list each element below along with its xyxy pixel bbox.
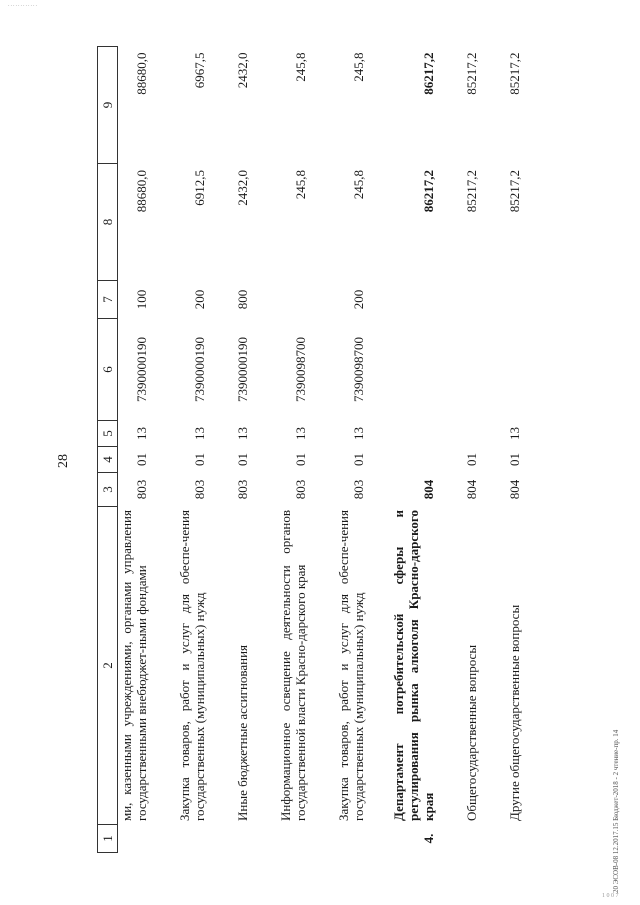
- row-code-cell: [263, 825, 321, 853]
- row-code-cell: 7390000190: [220, 319, 263, 421]
- row-code-cell: 7390000190: [118, 319, 162, 421]
- row-code-cell: 4.: [378, 825, 449, 853]
- row-code-cell: 01: [220, 447, 263, 473]
- row-code-cell: 01: [118, 447, 162, 473]
- table-row: [162, 47, 220, 853]
- budget-table: [97, 46, 535, 853]
- row-code-cell: 01: [449, 447, 492, 473]
- row-code-cell: [449, 421, 492, 447]
- row-code-cell: 01: [492, 447, 535, 473]
- row-amount-cell: 85217,2: [492, 164, 535, 281]
- row-code-cell: 803: [220, 473, 263, 507]
- row-code-cell: 13: [492, 421, 535, 447]
- row-code-cell: 803: [118, 473, 162, 507]
- rotated-page-content: [97, 47, 602, 853]
- row-amount-cell: 245,8: [321, 47, 379, 164]
- row-code-cell: [449, 825, 492, 853]
- row-name-cell: Закупка товаров, работ и услуг для обеспе-чения государственных (муниципальных) нужд: [321, 507, 379, 825]
- row-code-cell: [492, 825, 535, 853]
- row-code-cell: 13: [220, 421, 263, 447]
- page-number: 28: [56, 454, 71, 468]
- row-code-cell: [492, 319, 535, 421]
- row-code-cell: 803: [162, 473, 220, 507]
- table-row: [263, 47, 321, 853]
- row-code-cell: [220, 825, 263, 853]
- row-name-cell: ми, казенными учреждениями, органами управления государственными внебюджет-ными фондами: [118, 507, 162, 825]
- table-row: [321, 47, 379, 853]
- row-amount-cell: 86217,2: [378, 47, 449, 164]
- row-name-cell: Департамент потребительской сферы и регулирования рынка алкоголя Красно-дарского края: [378, 507, 449, 825]
- header-col-5: 5: [98, 421, 118, 447]
- header-col-8: 8: [98, 164, 118, 281]
- row-name-cell: Иные бюджетные ассигнования: [220, 507, 263, 825]
- row-code-cell: 13: [118, 421, 162, 447]
- row-name-cell: Информационное освещение деятельности органов государственной власти Красно-дарского края: [263, 507, 321, 825]
- row-amount-cell: 6967,5: [162, 47, 220, 164]
- row-code-cell: 800: [220, 281, 263, 319]
- row-code-cell: 7390000190: [162, 319, 220, 421]
- row-code-cell: [378, 319, 449, 421]
- row-amount-cell: 6912,5: [162, 164, 220, 281]
- table-row: [449, 47, 492, 853]
- row-code-cell: [263, 281, 321, 319]
- row-code-cell: 803: [321, 473, 379, 507]
- row-code-cell: [449, 281, 492, 319]
- header-col-6: 6: [98, 319, 118, 421]
- row-amount-cell: 2432,0: [220, 164, 263, 281]
- row-name-cell: Общегосударственные вопросы: [449, 507, 492, 825]
- scan-artifact-bottom: 1 0 0 7: [602, 893, 619, 899]
- header-col-1: 1: [98, 825, 118, 853]
- table-row: [118, 47, 162, 853]
- header-col-9: 9: [98, 47, 118, 164]
- row-name-cell: Закупка товаров, работ и услуг для обеспе-чения государственных (муниципальных) нужд: [162, 507, 220, 825]
- row-code-cell: 01: [321, 447, 379, 473]
- row-amount-cell: 2432,0: [220, 47, 263, 164]
- row-code-cell: 7390098700: [321, 319, 379, 421]
- row-code-cell: 13: [162, 421, 220, 447]
- row-amount-cell: 85217,2: [449, 164, 492, 281]
- row-code-cell: [378, 447, 449, 473]
- table-header-row: [98, 47, 118, 853]
- row-amount-cell: 245,8: [263, 47, 321, 164]
- row-code-cell: [492, 281, 535, 319]
- row-code-cell: [118, 825, 162, 853]
- header-col-2: 2: [98, 507, 118, 825]
- row-amount-cell: 86217,2: [378, 164, 449, 281]
- row-code-cell: [378, 281, 449, 319]
- row-code-cell: [321, 825, 379, 853]
- header-col-7: 7: [98, 281, 118, 319]
- row-code-cell: [378, 421, 449, 447]
- row-amount-cell: 85217,2: [492, 47, 535, 164]
- scan-artifact-mark: ............: [8, 2, 38, 8]
- row-code-cell: 13: [263, 421, 321, 447]
- row-code-cell: 804: [378, 473, 449, 507]
- row-code-cell: 803: [263, 473, 321, 507]
- row-code-cell: 804: [449, 473, 492, 507]
- row-code-cell: 01: [263, 447, 321, 473]
- row-amount-cell: 88680,0: [118, 47, 162, 164]
- row-name-cell: Другие общегосударственные вопросы: [492, 507, 535, 825]
- header-col-4: 4: [98, 447, 118, 473]
- table-row: [492, 47, 535, 853]
- row-amount-cell: 245,8: [263, 164, 321, 281]
- table-row: [378, 47, 449, 853]
- row-code-cell: 01: [162, 447, 220, 473]
- row-amount-cell: 245,8: [321, 164, 379, 281]
- row-code-cell: 804: [492, 473, 535, 507]
- row-code-cell: [449, 319, 492, 421]
- row-code-cell: 200: [162, 281, 220, 319]
- row-amount-cell: 88680,0: [118, 164, 162, 281]
- row-code-cell: 13: [321, 421, 379, 447]
- footer-filename: 20 ЭСОВ-08 12.2017.15 Бюджет-2018 - 2 чтение-пр. 14: [612, 729, 620, 893]
- row-code-cell: 200: [321, 281, 379, 319]
- header-col-3: 3: [98, 473, 118, 507]
- row-amount-cell: 85217,2: [449, 47, 492, 164]
- row-code-cell: [162, 825, 220, 853]
- row-code-cell: 100: [118, 281, 162, 319]
- table-row: [220, 47, 263, 853]
- row-code-cell: 7390098700: [263, 319, 321, 421]
